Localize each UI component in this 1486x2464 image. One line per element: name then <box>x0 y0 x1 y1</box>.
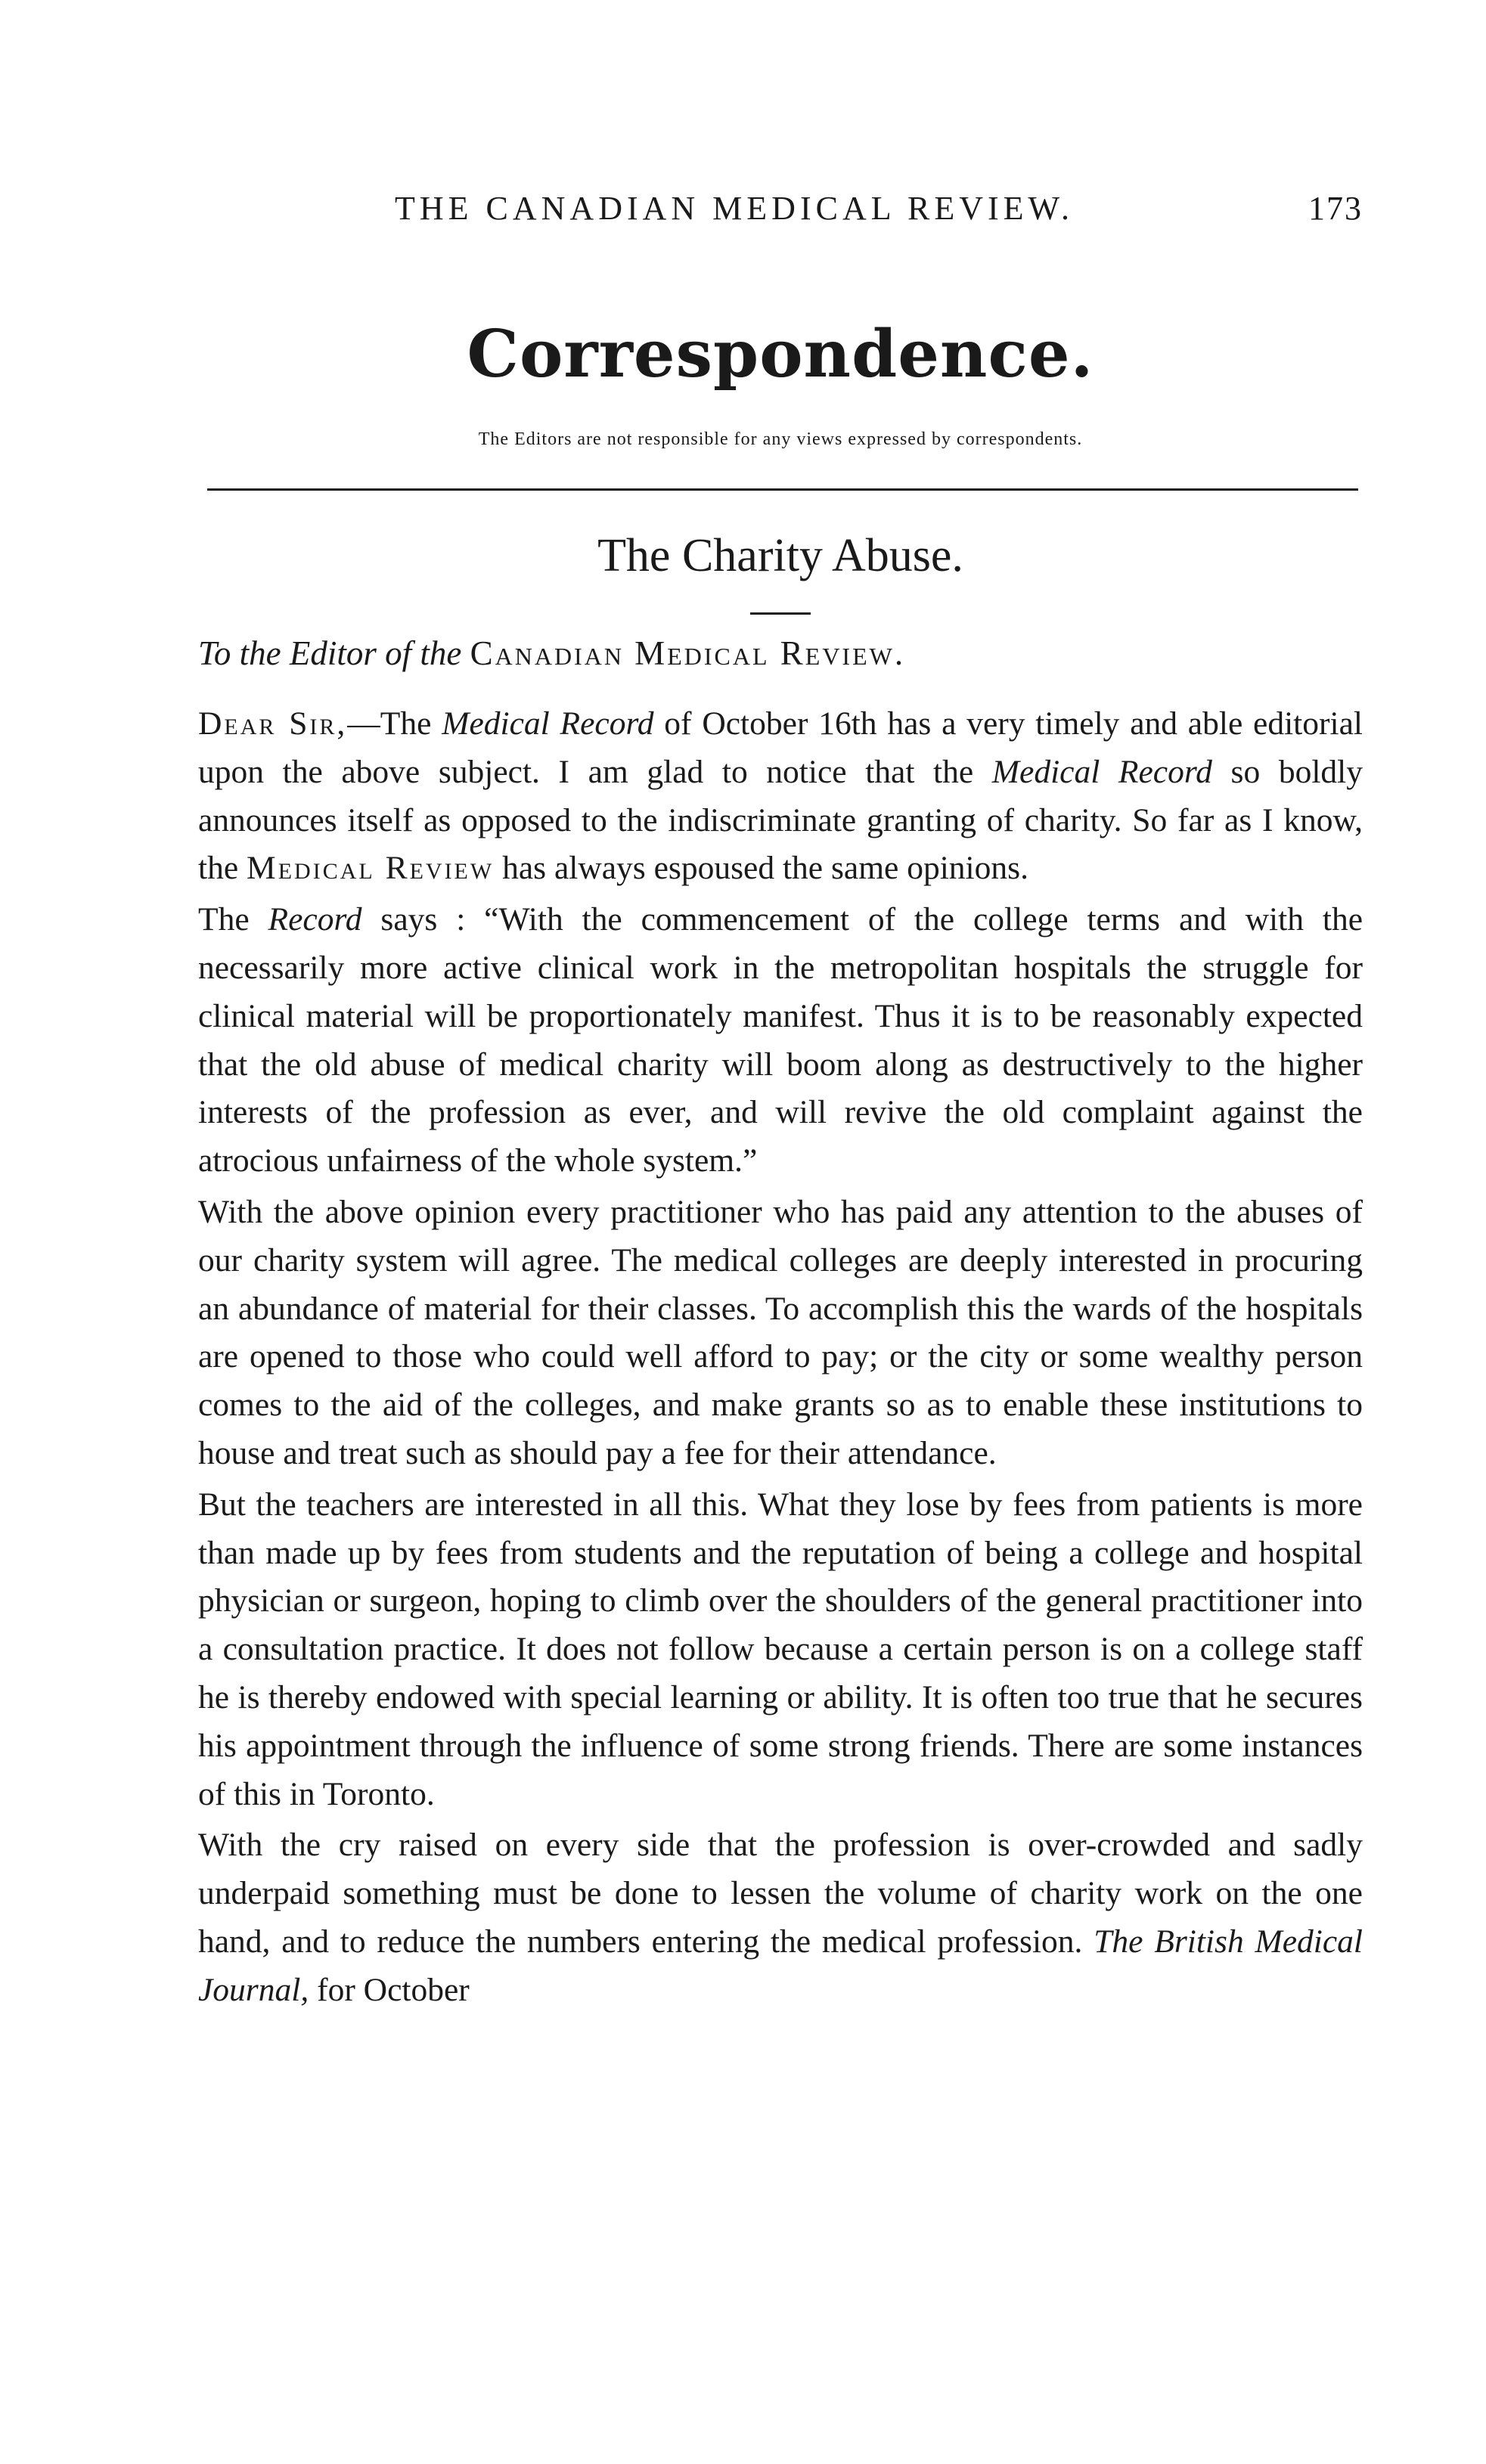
paragraph-text: for October <box>309 1971 470 2008</box>
paragraph-5 <box>198 1821 1363 2014</box>
page-number: 173 <box>1308 190 1363 227</box>
journal-name: Medical Record <box>442 705 654 742</box>
journal-name: Record <box>268 901 362 938</box>
salutation: Dear Sir, <box>198 705 348 742</box>
journal-name: The British Medical Journal, <box>198 1923 1363 2008</box>
section-title: Correspondence. <box>467 316 1094 392</box>
paragraph-3: With the above opinion every practitioner who has paid any attention to the abuses of our charity system will agree. The medical colleges are deeply interested in procuring an abundance of material for their classes. To accomplish this the wards of the hospitals are opened to those who could well afford to pay; or the city or some wealthy person comes to the aid of the colleges, and make grants so as to enable these institutions to house and treat such as should pay a fee for their attendance. <box>198 1193 1363 1471</box>
paragraph-1 <box>198 700 1363 893</box>
paragraph-text: has always espoused the same opinions. <box>494 850 1028 887</box>
address-prefix: To the Editor of the <box>198 634 470 672</box>
running-title: THE CANADIAN MEDICAL REVIEW. <box>395 190 1074 227</box>
address-journal: Canadian Medical Review. <box>470 634 906 672</box>
article-title: The Charity Abuse. <box>597 530 963 581</box>
letter-address <box>198 634 905 673</box>
journal-page <box>198 0 1363 2464</box>
section-divider <box>207 488 1358 491</box>
paragraph-text: says : “With the commencement of the college terms and with the necessarily more active clinical work in the metropolitan hospitals the struggle for clinical material will be proportionately manifest. Thus it is to be reasonably expected that the old abuse of medical charity will boom along as destructively to the higher interests of the profession as ever, and will revive the old complaint against the atrocious unfairness of the whole system.” <box>198 901 1363 1179</box>
paragraph-text: so boldly announces itself as opposed to the indiscriminate granting of charity. So far as I know, the <box>198 753 1363 887</box>
paragraph-text: —The <box>347 705 442 742</box>
paragraph-text: The <box>198 901 268 938</box>
running-head <box>198 189 1363 234</box>
review-name: Medical Review <box>247 850 495 887</box>
journal-name: Medical Record <box>991 753 1212 790</box>
title-underline <box>750 612 811 615</box>
paragraph-4: But the teachers are interested in all this. What they lose by fees from patients is more than made up by fees from students and the reputation of being a college and hospital physician or surgeon, hoping to climb over the shoulders of the general practitioner into a consultation practice. It does not follow because a certain person is on a college staff he is thereby endowed with special learning or ability. It is often too true that he secures his appointment through the influence of some strong friends. There are some instances of this in Toronto. <box>198 1486 1363 1812</box>
paragraph-2 <box>198 896 1363 1186</box>
letter-body <box>198 700 1363 2018</box>
paragraph-text: of October 16th has a very timely and able editorial upon the above subject. I am glad to notice that the <box>198 705 1363 790</box>
paragraph-text: With the cry raised on every side that the profession is over-crowded and sadly underpaid something must be done to lessen the volume of charity work on the one hand, and to reduce the numbers entering the medical profession. <box>198 1827 1363 1960</box>
editorial-disclaimer: The Editors are not responsible for any views expressed by correspondents. <box>478 429 1083 449</box>
